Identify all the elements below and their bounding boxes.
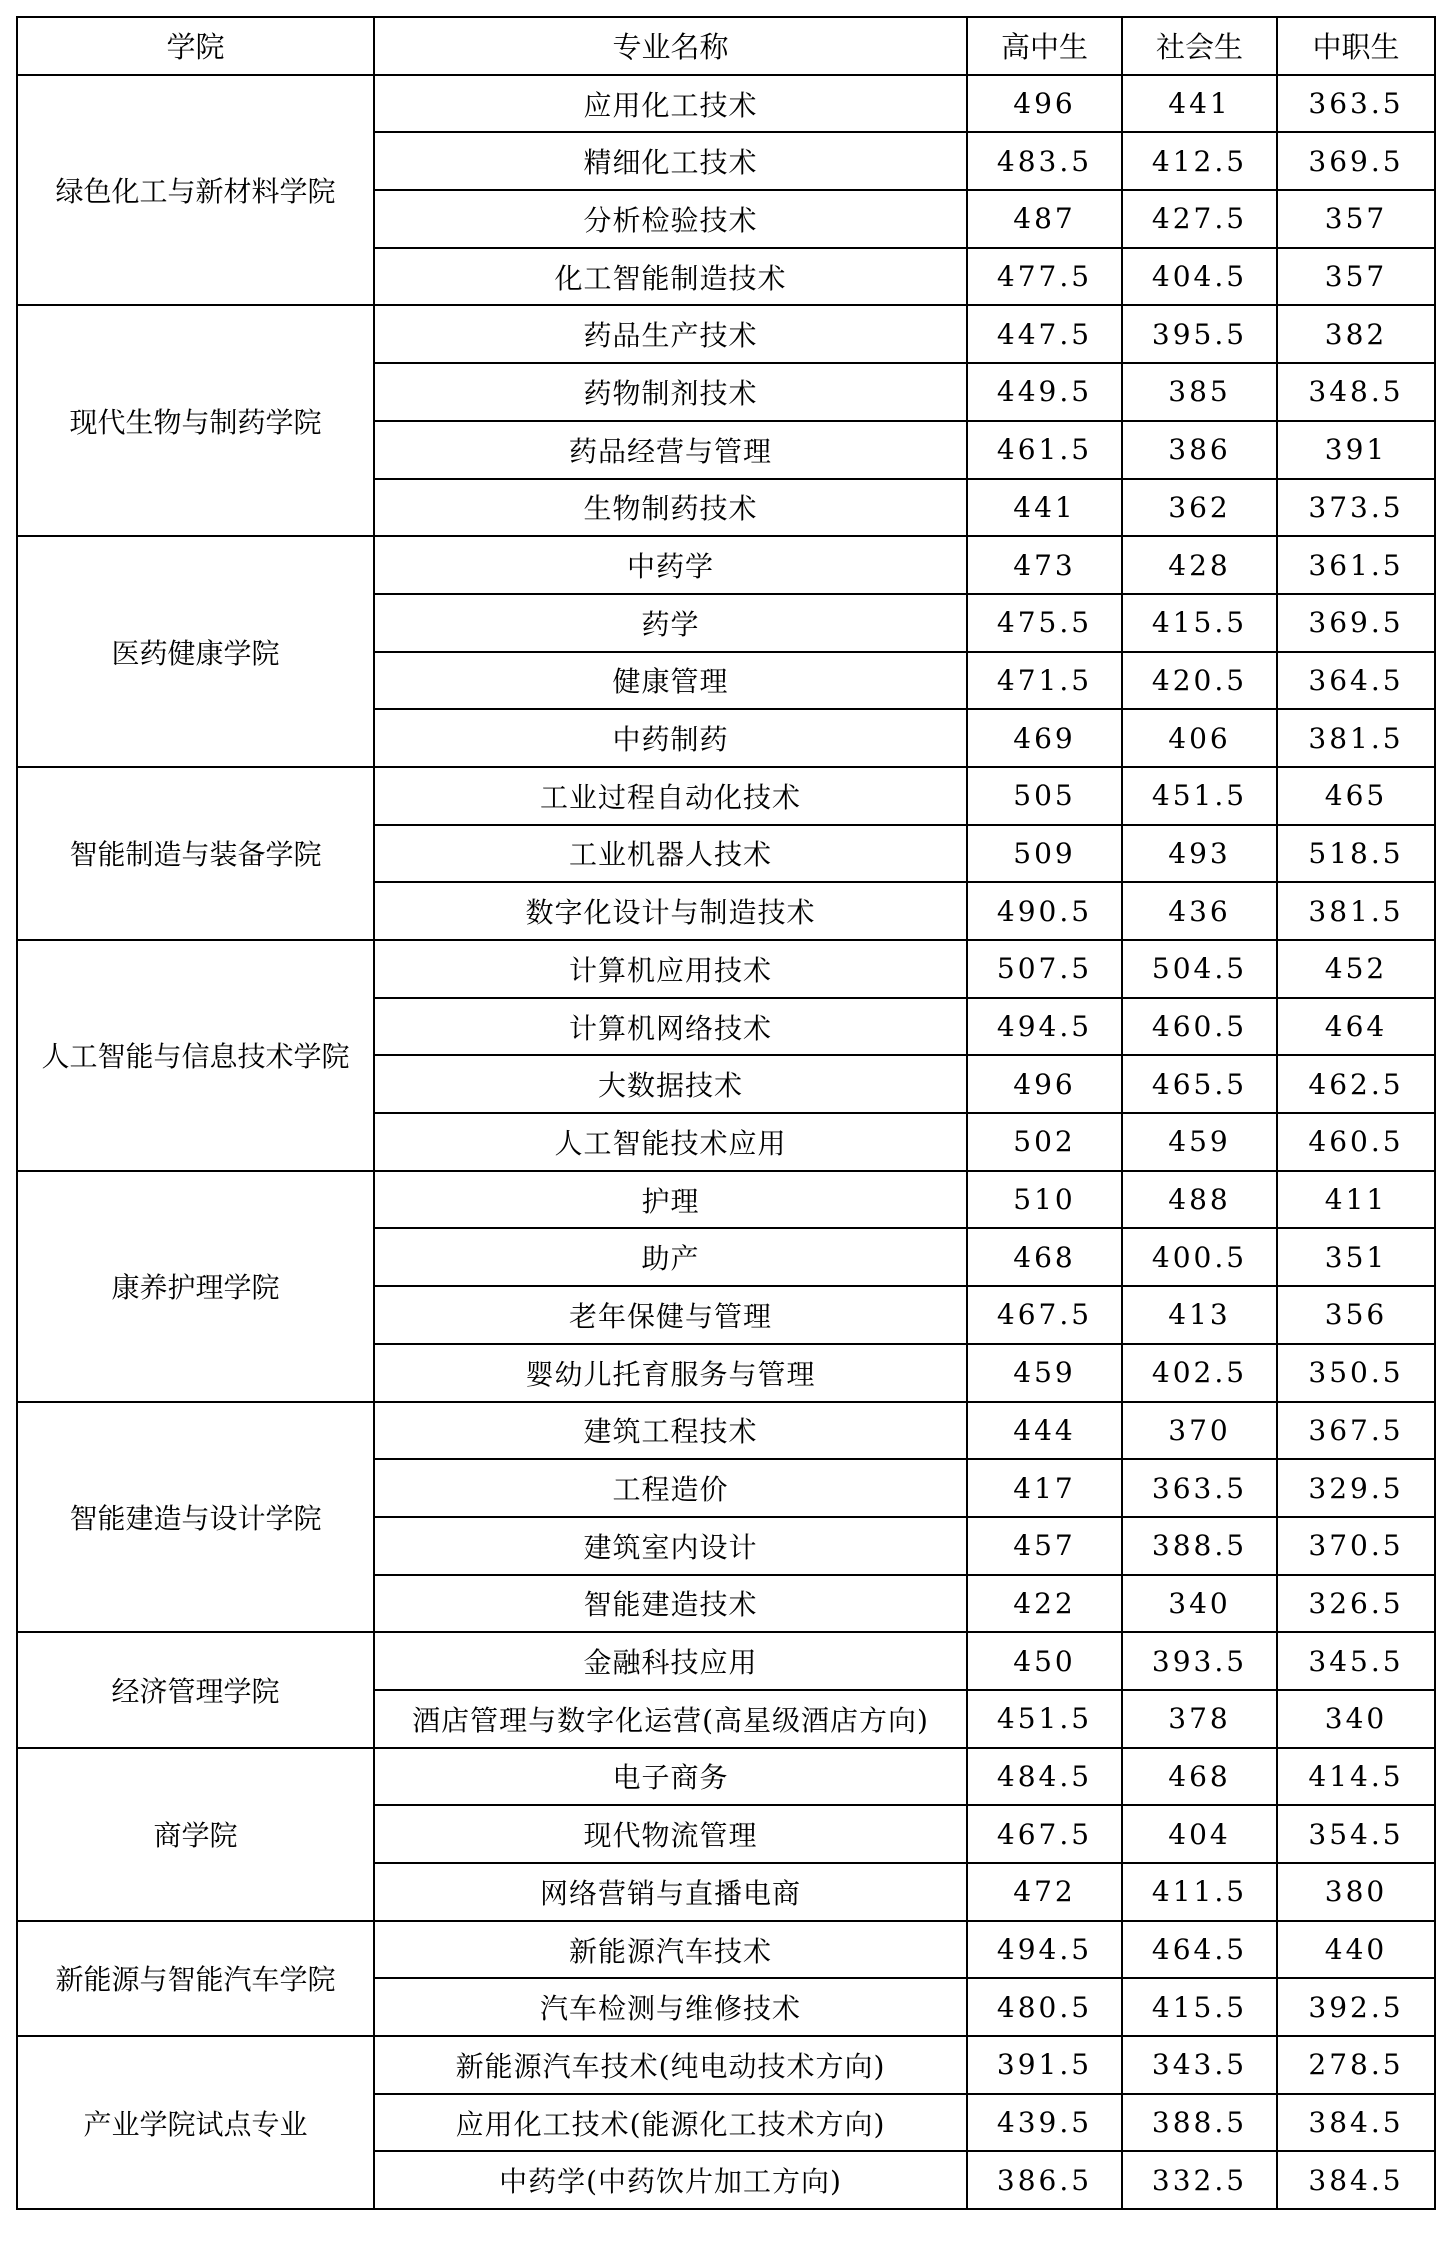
major-name: 中药学: [374, 536, 967, 594]
score-vocational: 384.5: [1277, 2151, 1435, 2209]
score-social: 404.5: [1122, 248, 1277, 306]
score-social: 436: [1122, 882, 1277, 940]
major-name: 网络营销与直播电商: [374, 1863, 967, 1921]
major-name: 化工智能制造技术: [374, 248, 967, 306]
college-name: 人工智能与信息技术学院: [17, 940, 374, 1171]
major-name: 大数据技术: [374, 1055, 967, 1113]
score-vocational: 382: [1277, 305, 1435, 363]
score-vocational: 465: [1277, 767, 1435, 825]
score-high-school: 483.5: [967, 132, 1122, 190]
major-name: 金融科技应用: [374, 1632, 967, 1690]
major-name: 汽车检测与维修技术: [374, 1978, 967, 2036]
score-social: 412.5: [1122, 132, 1277, 190]
college-name: 绿色化工与新材料学院: [17, 75, 374, 306]
major-name: 应用化工技术: [374, 75, 967, 133]
score-high-school: 457: [967, 1517, 1122, 1575]
college-name: 医药健康学院: [17, 536, 374, 767]
major-name: 分析检验技术: [374, 190, 967, 248]
college-name: 现代生物与制药学院: [17, 305, 374, 536]
score-vocational: 460.5: [1277, 1113, 1435, 1171]
header-social: 社会生: [1122, 17, 1277, 75]
major-name: 中药学(中药饮片加工方向): [374, 2151, 967, 2209]
score-social: 362: [1122, 479, 1277, 537]
score-vocational: 452: [1277, 940, 1435, 998]
score-high-school: 490.5: [967, 882, 1122, 940]
major-name: 生物制药技术: [374, 479, 967, 537]
score-vocational: 351: [1277, 1228, 1435, 1286]
table-row: [17, 1748, 1435, 1806]
score-vocational: 361.5: [1277, 536, 1435, 594]
major-name: 工业过程自动化技术: [374, 767, 967, 825]
score-vocational: 326.5: [1277, 1575, 1435, 1633]
score-table: [16, 16, 1436, 2210]
score-social: 363.5: [1122, 1459, 1277, 1517]
major-name: 智能建造技术: [374, 1575, 967, 1633]
score-high-school: 502: [967, 1113, 1122, 1171]
score-vocational: 440: [1277, 1921, 1435, 1979]
score-social: 465.5: [1122, 1055, 1277, 1113]
table-body: [17, 75, 1435, 2209]
score-social: 400.5: [1122, 1228, 1277, 1286]
header-major: 专业名称: [374, 17, 967, 75]
major-name: 精细化工技术: [374, 132, 967, 190]
college-name: 康养护理学院: [17, 1171, 374, 1402]
score-vocational: 340: [1277, 1690, 1435, 1748]
college-name: 新能源与智能汽车学院: [17, 1921, 374, 2036]
score-vocational: 348.5: [1277, 363, 1435, 421]
table-row: [17, 305, 1435, 363]
major-name: 药学: [374, 594, 967, 652]
score-high-school: 473: [967, 536, 1122, 594]
major-name: 酒店管理与数字化运营(高星级酒店方向): [374, 1690, 967, 1748]
score-high-school: 475.5: [967, 594, 1122, 652]
major-name: 中药制药: [374, 709, 967, 767]
score-vocational: 367.5: [1277, 1402, 1435, 1460]
score-social: 420.5: [1122, 652, 1277, 710]
score-high-school: 441: [967, 479, 1122, 537]
score-high-school: 449.5: [967, 363, 1122, 421]
score-social: 370: [1122, 1402, 1277, 1460]
score-high-school: 467.5: [967, 1286, 1122, 1344]
score-social: 464.5: [1122, 1921, 1277, 1979]
score-vocational: 414.5: [1277, 1748, 1435, 1806]
major-name: 建筑工程技术: [374, 1402, 967, 1460]
header-high-school: 高中生: [967, 17, 1122, 75]
score-high-school: 461.5: [967, 421, 1122, 479]
table-row: [17, 2036, 1435, 2094]
score-social: 493: [1122, 825, 1277, 883]
score-vocational: 357: [1277, 248, 1435, 306]
score-vocational: 391: [1277, 421, 1435, 479]
score-high-school: 447.5: [967, 305, 1122, 363]
score-vocational: 329.5: [1277, 1459, 1435, 1517]
score-social: 488: [1122, 1171, 1277, 1229]
score-high-school: 468: [967, 1228, 1122, 1286]
score-vocational: 381.5: [1277, 709, 1435, 767]
college-name: 产业学院试点专业: [17, 2036, 374, 2209]
score-high-school: 494.5: [967, 1921, 1122, 1979]
major-name: 护理: [374, 1171, 967, 1229]
score-high-school: 510: [967, 1171, 1122, 1229]
score-social: 386: [1122, 421, 1277, 479]
score-high-school: 494.5: [967, 998, 1122, 1056]
college-name: 智能建造与设计学院: [17, 1402, 374, 1633]
score-social: 411.5: [1122, 1863, 1277, 1921]
score-social: 388.5: [1122, 1517, 1277, 1575]
header-vocational: 中职生: [1277, 17, 1435, 75]
score-social: 393.5: [1122, 1632, 1277, 1690]
major-name: 药品生产技术: [374, 305, 967, 363]
major-name: 工程造价: [374, 1459, 967, 1517]
score-vocational: 369.5: [1277, 594, 1435, 652]
score-high-school: 391.5: [967, 2036, 1122, 2094]
score-high-school: 439.5: [967, 2094, 1122, 2152]
score-high-school: 450: [967, 1632, 1122, 1690]
score-high-school: 496: [967, 1055, 1122, 1113]
score-high-school: 417: [967, 1459, 1122, 1517]
score-social: 378: [1122, 1690, 1277, 1748]
score-social: 404: [1122, 1805, 1277, 1863]
major-name: 计算机应用技术: [374, 940, 967, 998]
score-social: 459: [1122, 1113, 1277, 1171]
score-social: 428: [1122, 536, 1277, 594]
score-high-school: 467.5: [967, 1805, 1122, 1863]
college-name: 商学院: [17, 1748, 374, 1921]
score-high-school: 480.5: [967, 1978, 1122, 2036]
table-row: [17, 1402, 1435, 1460]
score-vocational: 356: [1277, 1286, 1435, 1344]
score-social: 441: [1122, 75, 1277, 133]
score-high-school: 459: [967, 1344, 1122, 1402]
major-name: 人工智能技术应用: [374, 1113, 967, 1171]
college-name: 智能制造与装备学院: [17, 767, 374, 940]
table-row: [17, 1921, 1435, 1979]
score-high-school: 509: [967, 825, 1122, 883]
major-name: 电子商务: [374, 1748, 967, 1806]
score-vocational: 364.5: [1277, 652, 1435, 710]
score-vocational: 370.5: [1277, 1517, 1435, 1575]
table-row: [17, 1171, 1435, 1229]
score-social: 332.5: [1122, 2151, 1277, 2209]
major-name: 药品经营与管理: [374, 421, 967, 479]
score-social: 385: [1122, 363, 1277, 421]
score-vocational: 462.5: [1277, 1055, 1435, 1113]
score-vocational: 363.5: [1277, 75, 1435, 133]
major-name: 助产: [374, 1228, 967, 1286]
score-vocational: 345.5: [1277, 1632, 1435, 1690]
score-social: 340: [1122, 1575, 1277, 1633]
score-high-school: 507.5: [967, 940, 1122, 998]
score-high-school: 472: [967, 1863, 1122, 1921]
major-name: 药物制剂技术: [374, 363, 967, 421]
score-social: 451.5: [1122, 767, 1277, 825]
score-social: 504.5: [1122, 940, 1277, 998]
score-social: 415.5: [1122, 594, 1277, 652]
score-social: 406: [1122, 709, 1277, 767]
major-name: 老年保健与管理: [374, 1286, 967, 1344]
table-row: [17, 75, 1435, 133]
score-high-school: 496: [967, 75, 1122, 133]
score-social: 343.5: [1122, 2036, 1277, 2094]
score-social: 468: [1122, 1748, 1277, 1806]
score-high-school: 484.5: [967, 1748, 1122, 1806]
score-high-school: 487: [967, 190, 1122, 248]
score-vocational: 384.5: [1277, 2094, 1435, 2152]
major-name: 工业机器人技术: [374, 825, 967, 883]
major-name: 计算机网络技术: [374, 998, 967, 1056]
score-vocational: 373.5: [1277, 479, 1435, 537]
table-row: [17, 767, 1435, 825]
score-vocational: 369.5: [1277, 132, 1435, 190]
header-row: [17, 17, 1435, 75]
header-college: 学院: [17, 17, 374, 75]
score-social: 402.5: [1122, 1344, 1277, 1402]
score-high-school: 386.5: [967, 2151, 1122, 2209]
score-vocational: 380: [1277, 1863, 1435, 1921]
major-name: 健康管理: [374, 652, 967, 710]
score-high-school: 469: [967, 709, 1122, 767]
score-social: 413: [1122, 1286, 1277, 1344]
score-high-school: 471.5: [967, 652, 1122, 710]
major-name: 现代物流管理: [374, 1805, 967, 1863]
score-high-school: 477.5: [967, 248, 1122, 306]
score-vocational: 392.5: [1277, 1978, 1435, 2036]
score-high-school: 505: [967, 767, 1122, 825]
score-social: 427.5: [1122, 190, 1277, 248]
college-name: 经济管理学院: [17, 1632, 374, 1747]
score-vocational: 357: [1277, 190, 1435, 248]
table-row: [17, 940, 1435, 998]
table-row: [17, 1632, 1435, 1690]
major-name: 应用化工技术(能源化工技术方向): [374, 2094, 967, 2152]
score-high-school: 451.5: [967, 1690, 1122, 1748]
table-row: [17, 536, 1435, 594]
major-name: 新能源汽车技术: [374, 1921, 967, 1979]
score-vocational: 278.5: [1277, 2036, 1435, 2094]
score-high-school: 422: [967, 1575, 1122, 1633]
major-name: 新能源汽车技术(纯电动技术方向): [374, 2036, 967, 2094]
score-vocational: 411: [1277, 1171, 1435, 1229]
score-vocational: 354.5: [1277, 1805, 1435, 1863]
score-social: 460.5: [1122, 998, 1277, 1056]
score-vocational: 350.5: [1277, 1344, 1435, 1402]
score-vocational: 381.5: [1277, 882, 1435, 940]
score-high-school: 444: [967, 1402, 1122, 1460]
score-social: 415.5: [1122, 1978, 1277, 2036]
major-name: 建筑室内设计: [374, 1517, 967, 1575]
major-name: 婴幼儿托育服务与管理: [374, 1344, 967, 1402]
score-vocational: 518.5: [1277, 825, 1435, 883]
score-vocational: 464: [1277, 998, 1435, 1056]
major-name: 数字化设计与制造技术: [374, 882, 967, 940]
score-social: 395.5: [1122, 305, 1277, 363]
score-social: 388.5: [1122, 2094, 1277, 2152]
